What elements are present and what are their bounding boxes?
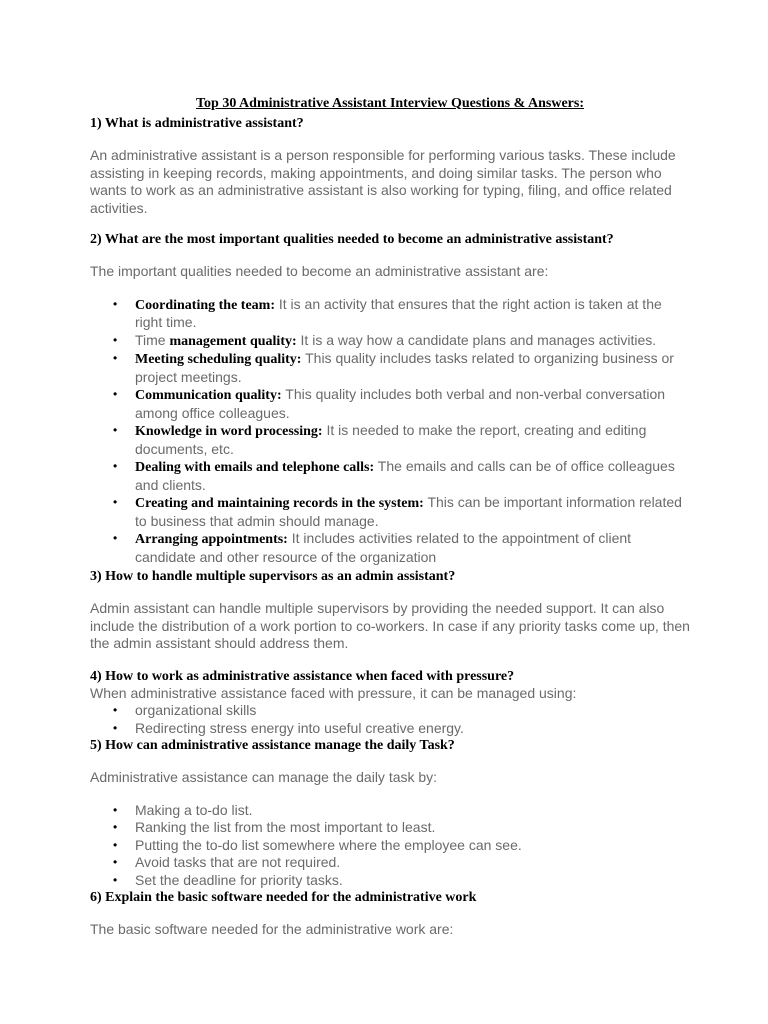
item-text: Set the deadline for priority tasks. <box>135 871 343 888</box>
list-item <box>90 702 690 720</box>
list-item <box>90 819 690 837</box>
item-text: organizational skills <box>135 702 257 718</box>
item-text: It is a way how a candidate plans and manages activities. <box>296 331 657 348</box>
bullet-icon: • <box>113 531 118 545</box>
list-item <box>90 386 690 422</box>
list-item <box>90 530 690 566</box>
list-item <box>90 458 690 494</box>
item-heading: Coordinating the team: <box>135 297 275 313</box>
bullet-icon: • <box>113 872 118 887</box>
bullet-icon: • <box>113 387 118 401</box>
pressure-list <box>90 702 690 737</box>
item-heading: Meeting scheduling quality: <box>135 352 302 367</box>
answer-3: Admin assistant can handle multiple supervisors by providing the needed support. It can also include the distribution of a work portion to co-workers. In case if any priority tasks come up, then the admin assistant should address them. <box>90 600 690 651</box>
item-text: This quality includes tasks related to organizing business or project meetings. <box>135 350 674 385</box>
list-item <box>90 837 690 855</box>
list-item <box>90 872 690 890</box>
list-item <box>90 720 690 738</box>
bullet-icon: • <box>113 296 118 311</box>
daily-task-list <box>90 802 690 890</box>
item-text: It includes activities related to the appointment of client candidate and other resource of the organization <box>135 530 632 565</box>
item-heading: Knowledge in word processing: <box>135 424 323 439</box>
bullet-icon: • <box>113 459 118 473</box>
question-4: 4) How to work as administrative assistance when faced with pressure? <box>90 668 515 684</box>
bullet-icon: • <box>113 423 118 437</box>
list-item <box>90 494 690 530</box>
bullet-icon: • <box>113 802 118 817</box>
item-text: Ranking the list from the most important to least. <box>135 819 436 835</box>
item-heading: Dealing with emails and telephone calls: <box>135 460 375 475</box>
bullet-icon: • <box>113 720 118 735</box>
item-prefix: Time <box>135 331 170 348</box>
item-text: Putting the to-do list somewhere where the employee can see. <box>135 836 522 853</box>
list-item <box>90 422 690 458</box>
answer-6-intro: The basic software needed for the administrative work are: <box>90 921 454 937</box>
question-3: 3) How to handle multiple supervisors as an admin assistant? <box>90 569 456 584</box>
item-heading: Creating and maintaining records in the system: <box>135 496 424 511</box>
bullet-icon: • <box>113 820 118 834</box>
item-heading: Communication quality: <box>135 388 282 403</box>
question-6: 6) Explain the basic software needed for the administrative work <box>90 890 477 905</box>
answer-5-intro: Administrative assistance can manage the daily task by: <box>90 769 438 785</box>
item-heading: Arranging appointments: <box>135 532 288 547</box>
list-item <box>90 854 690 872</box>
bullet-icon: • <box>113 703 118 717</box>
item-text: It is an activity that ensures that the right action is taken at the right time. <box>135 295 662 330</box>
bullet-icon: • <box>113 495 118 509</box>
qualities-list <box>90 296 690 567</box>
question-2: 2) What are the most important qualities needed to become an administrative assistant? <box>90 232 614 247</box>
document-page <box>90 95 690 939</box>
item-text: It is needed to make the report, creating and editing documents, etc. <box>135 422 647 457</box>
item-text: This quality includes both verbal and non-verbal conversation among office colleagues. <box>135 386 666 421</box>
bullet-icon: • <box>113 351 118 365</box>
item-text: This can be important information related to business that admin should manage. <box>135 494 682 529</box>
item-heading: management quality: <box>169 333 297 349</box>
list-item <box>90 802 690 820</box>
answer-2-intro: The important qualities needed to become an administrative assistant are: <box>90 263 549 279</box>
item-text: Redirecting stress energy into useful creative energy. <box>135 719 464 736</box>
bullet-icon: • <box>113 332 118 347</box>
answer-1: An administrative assistant is a person responsible for performing various tasks. These include assisting in keeping records, making appointments, and doing similar tasks. The person who wants to work as an administrative assistant is also working for typing, filing, and office related activities. <box>90 147 676 216</box>
document-title: Top 30 Administrative Assistant Interview Questions & Answers: <box>195 96 584 111</box>
list-item <box>90 332 690 351</box>
question-5: 5) How can administrative assistance manage the daily Task? <box>90 738 455 753</box>
bullet-icon: • <box>113 837 118 852</box>
answer-4-intro: When administrative assistance faced with pressure, it can be managed using: <box>90 684 577 701</box>
bullet-icon: • <box>113 855 118 869</box>
question-1: 1) What is administrative assistant? <box>90 116 304 131</box>
item-text: Making a to-do list. <box>135 801 253 818</box>
list-item <box>90 296 690 332</box>
item-text: The emails and calls can be of office colleagues and clients. <box>135 458 675 493</box>
list-item <box>90 350 690 386</box>
item-text: Avoid tasks that are not required. <box>135 854 341 870</box>
